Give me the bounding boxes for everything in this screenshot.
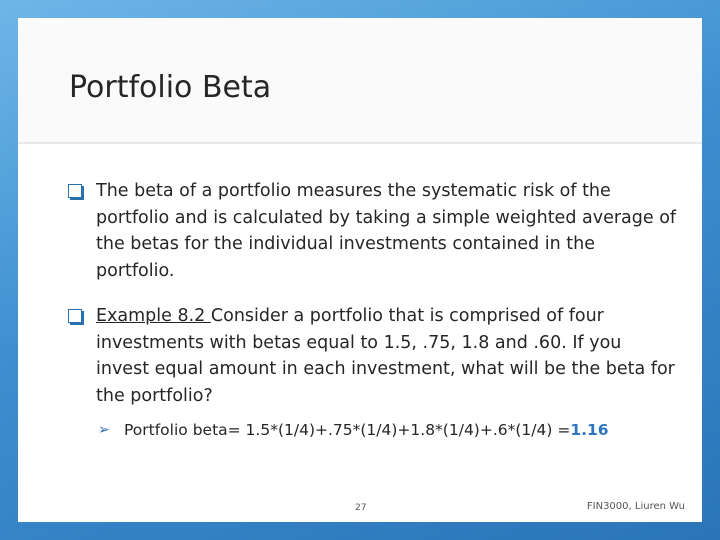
sub-bullet-item	[96, 419, 678, 441]
bullet-text: Consider a portfolio that is comprised of four investments with betas equal to 1.5, .75, 1.8 and .60. If you invest equal amount in each investment, what will be the beta for the portfolio?	[96, 306, 675, 406]
answer-value: 1.16	[570, 421, 609, 439]
arrow-bullet-icon: ➢	[98, 422, 110, 438]
sub-bullet-text: Portfolio beta= 1.5*(1/4)+.75*(1/4)+1.8*(1/4)+.6*(1/4) =	[124, 421, 571, 439]
footer-text: FIN3000, Liuren Wu	[586, 501, 685, 512]
checkbox-bullet-icon	[68, 309, 82, 323]
slide-title: Portfolio Beta	[69, 70, 272, 105]
checkbox-bullet-icon	[68, 184, 82, 198]
slide	[18, 18, 702, 522]
title-band	[18, 18, 702, 144]
page-number: 27	[355, 503, 367, 513]
bullet-item	[68, 178, 678, 284]
example-label: Example 8.2	[96, 306, 211, 326]
bullet-item	[68, 303, 678, 441]
bullet-text: The beta of a portfolio measures the systematic risk of the portfolio and is calculated by taking a simple weighted average of the betas for the individual investments contained in the portfolio.	[96, 181, 677, 281]
bullet-list	[68, 178, 678, 441]
